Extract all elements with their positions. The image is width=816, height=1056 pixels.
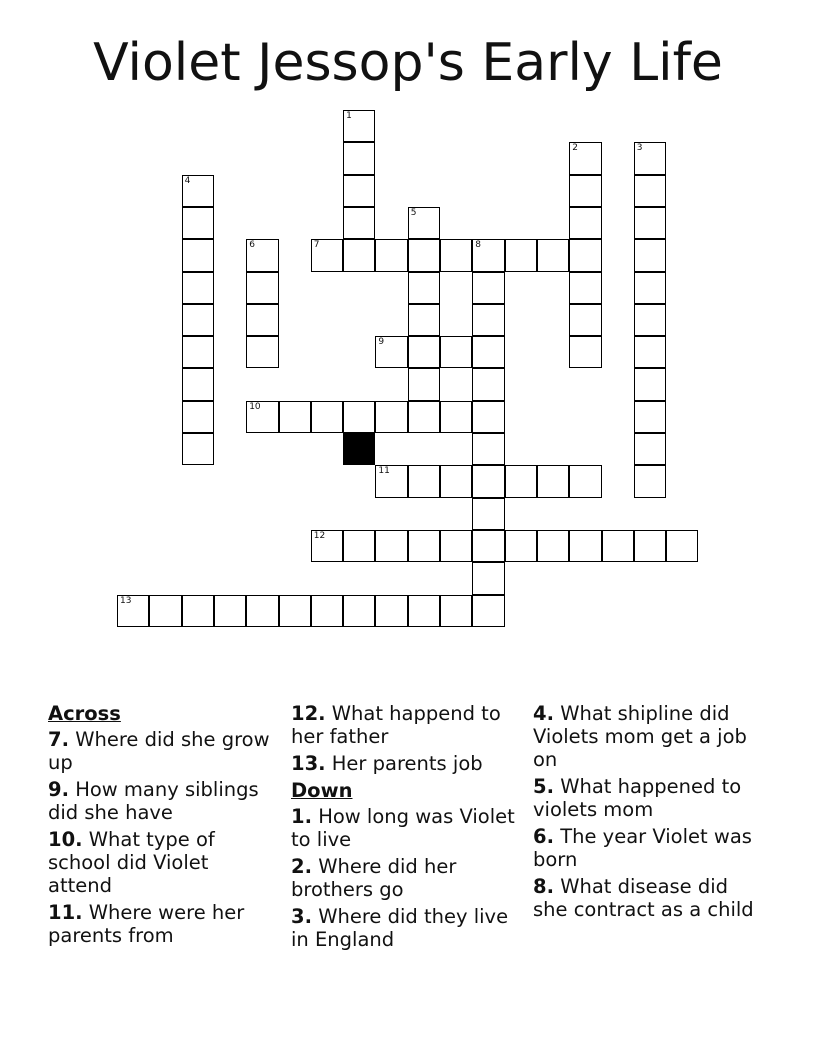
grid-cell[interactable] — [343, 239, 375, 271]
across-heading: Across — [48, 702, 121, 725]
grid-cell[interactable] — [408, 465, 440, 497]
clue-column-2 — [291, 702, 521, 955]
grid-cell[interactable] — [408, 304, 440, 336]
grid-cell[interactable] — [634, 175, 666, 207]
cell-number: 8 — [475, 240, 482, 251]
grid-cell[interactable] — [472, 272, 504, 304]
grid-cell[interactable] — [634, 465, 666, 497]
grid-cell[interactable] — [408, 530, 440, 562]
grid-cell[interactable] — [472, 465, 504, 497]
grid-cell[interactable] — [182, 433, 214, 465]
grid-cell[interactable] — [182, 304, 214, 336]
puzzle-title: Violet Jessop's Early Life — [93, 33, 723, 93]
clue-down-3: 3. Where did they live in England — [291, 905, 509, 951]
grid-cell[interactable] — [343, 175, 375, 207]
grid-cell[interactable] — [311, 401, 343, 433]
grid-cell[interactable] — [375, 336, 407, 368]
grid-cell[interactable] — [182, 272, 214, 304]
grid-cell[interactable] — [408, 336, 440, 368]
cell-number: 2 — [572, 143, 578, 154]
grid-cell[interactable] — [634, 368, 666, 400]
grid-cell[interactable] — [279, 595, 311, 627]
grid-cell[interactable] — [343, 142, 375, 174]
grid-cell[interactable] — [569, 207, 601, 239]
grid-cell[interactable] — [505, 530, 537, 562]
grid-cell[interactable] — [634, 272, 666, 304]
grid-cell[interactable] — [472, 530, 504, 562]
clue-down-8: 8. What disease did she contract as a child — [533, 875, 754, 921]
grid-cell[interactable] — [537, 465, 569, 497]
grid-cell[interactable] — [472, 595, 504, 627]
cell-number: 11 — [378, 466, 390, 477]
grid-cell[interactable] — [472, 562, 504, 594]
grid-cell[interactable] — [375, 530, 407, 562]
cell-number: 3 — [636, 143, 643, 154]
grid-cell[interactable] — [440, 465, 472, 497]
clue-across-7: 7. Where did she grow up — [48, 728, 270, 774]
grid-cell[interactable] — [343, 595, 375, 627]
clue-across-10: 10. What type of school did Violet attend — [48, 828, 215, 897]
grid-cell[interactable] — [246, 336, 278, 368]
grid-cell[interactable] — [375, 401, 407, 433]
clue-across-9: 9. How many siblings did she have — [48, 778, 259, 824]
grid-cell[interactable] — [569, 465, 601, 497]
clue-down-2: 2. Where did her brothers go — [291, 855, 457, 901]
cell-number: 1 — [346, 111, 352, 121]
grid-cell[interactable] — [408, 207, 440, 239]
grid-cell[interactable] — [117, 595, 149, 627]
grid-cell[interactable] — [246, 272, 278, 304]
grid-cell[interactable] — [569, 272, 601, 304]
grid-cell[interactable] — [246, 401, 278, 433]
grid-cell[interactable] — [634, 207, 666, 239]
grid-cell[interactable] — [472, 498, 504, 530]
grid-cell[interactable] — [634, 239, 666, 271]
grid-cell[interactable] — [440, 401, 472, 433]
cell-number: 5 — [410, 207, 417, 218]
grid-cell[interactable] — [408, 272, 440, 304]
grid-cell[interactable] — [472, 239, 504, 271]
grid-cell[interactable] — [634, 530, 666, 562]
grid-cell[interactable] — [214, 595, 246, 627]
grid-cell[interactable] — [408, 595, 440, 627]
grid-cell[interactable] — [182, 595, 214, 627]
grid-cell[interactable] — [537, 530, 569, 562]
grid-cell[interactable] — [182, 401, 214, 433]
grid-cell[interactable] — [440, 530, 472, 562]
grid-cell[interactable] — [408, 401, 440, 433]
grid-cell[interactable] — [602, 530, 634, 562]
clue-down-1: 1. How long was Violet to live — [291, 805, 515, 851]
clue-down-6: 6. The year Violet was born — [533, 825, 752, 871]
cell-number: 13 — [120, 595, 132, 606]
grid-cell[interactable] — [569, 239, 601, 271]
grid-cell[interactable] — [440, 239, 472, 271]
black-cell — [343, 433, 375, 465]
grid-cell[interactable] — [472, 304, 504, 336]
grid-cell[interactable] — [182, 175, 214, 207]
grid-cell[interactable] — [505, 465, 537, 497]
grid-cell[interactable] — [440, 336, 472, 368]
clue-across-13: 13. Her parents job — [291, 752, 483, 775]
grid-cell[interactable] — [375, 595, 407, 627]
grid-cell[interactable] — [343, 207, 375, 239]
grid-cell[interactable] — [408, 239, 440, 271]
cell-number: 12 — [313, 530, 326, 541]
clue-down-4: 4. What shipline did Violets mom get a job on — [533, 702, 747, 771]
clue-across-11: 11. Where were her parents from — [48, 901, 245, 947]
grid-cell[interactable] — [343, 110, 375, 142]
down-heading: Down — [291, 779, 353, 802]
grid-cell[interactable] — [569, 336, 601, 368]
grid-cell[interactable] — [375, 465, 407, 497]
grid-cell[interactable] — [569, 304, 601, 336]
grid-cell[interactable] — [311, 239, 343, 271]
grid-cell[interactable] — [666, 530, 698, 562]
grid-cell[interactable] — [634, 304, 666, 336]
grid-cell[interactable] — [569, 530, 601, 562]
grid-cell[interactable] — [634, 433, 666, 465]
grid-cell[interactable] — [634, 401, 666, 433]
grid-cell[interactable] — [634, 142, 666, 174]
grid-cell[interactable] — [375, 239, 407, 271]
grid-cell[interactable] — [505, 239, 537, 271]
grid-cell[interactable] — [311, 595, 343, 627]
grid-cell[interactable] — [343, 530, 375, 562]
cell-number: 4 — [184, 175, 191, 186]
clue-column-3 — [533, 702, 763, 925]
grid-cell[interactable] — [634, 336, 666, 368]
cell-number: 7 — [313, 240, 320, 251]
grid-cell[interactable] — [182, 368, 214, 400]
grid-cell[interactable] — [311, 530, 343, 562]
clue-across-12: 12. What happend to her father — [291, 702, 501, 748]
grid-cell[interactable] — [246, 595, 278, 627]
cell-number: 9 — [378, 337, 385, 348]
cell-number: 10 — [249, 401, 261, 412]
grid-cell[interactable] — [279, 401, 311, 433]
grid-cell[interactable] — [246, 304, 278, 336]
grid-cell[interactable] — [343, 401, 375, 433]
grid-cell[interactable] — [537, 239, 569, 271]
grid-cell[interactable] — [440, 595, 472, 627]
clue-down-5: 5. What happened to violets mom — [533, 775, 742, 821]
grid-cell[interactable] — [569, 142, 601, 174]
grid-cell[interactable] — [182, 336, 214, 368]
grid-cell[interactable] — [472, 433, 504, 465]
cell-number: 6 — [249, 240, 255, 251]
clue-column-1 — [48, 702, 278, 951]
grid-cell[interactable] — [408, 368, 440, 400]
grid-cell[interactable] — [569, 175, 601, 207]
grid-cell[interactable] — [182, 207, 214, 239]
grid-cell[interactable] — [472, 336, 504, 368]
grid-cell[interactable] — [246, 239, 278, 271]
grid-cell[interactable] — [149, 595, 181, 627]
grid-cell[interactable] — [472, 401, 504, 433]
grid-cell[interactable] — [182, 239, 214, 271]
grid-cell[interactable] — [472, 368, 504, 400]
